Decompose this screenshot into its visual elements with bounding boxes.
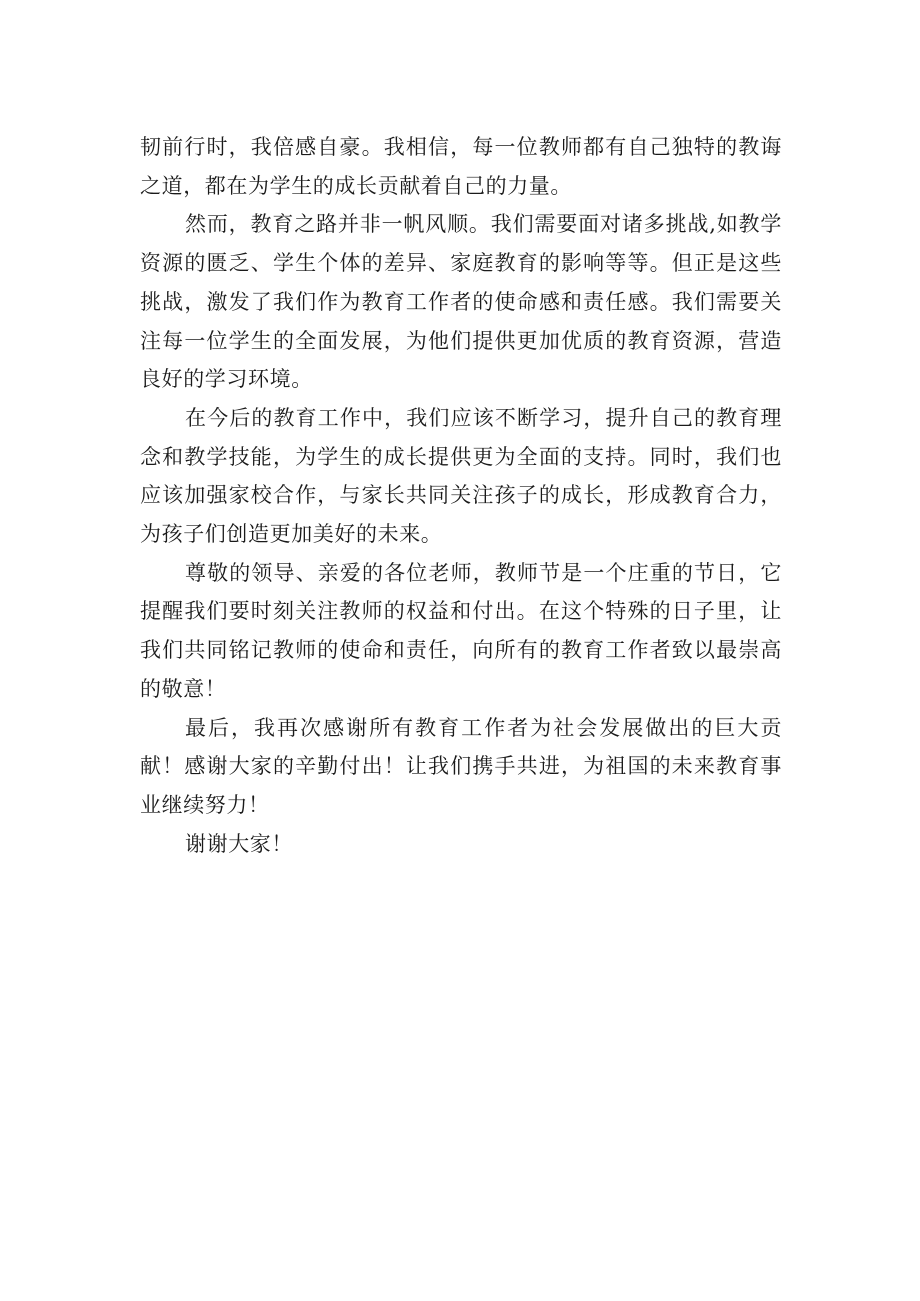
paragraph-thanks: 谢谢大家！ [185, 831, 293, 856]
paragraph-challenges: 然而，教育之路并非一帆风顺。我们需要面对诸多挑战,如教学资源的匮乏、学生个体的差异、家庭教育的影响等等。但正是这些挑战，激发了我们作为教育工作者的使命感和责任感。我们需要关注每一位学生的全面发展，为他们提供更加优质的教育资源，营造良好的学习环境。 [140, 212, 782, 392]
paragraph-teachers-day: 尊敬的领导、亲爱的各位老师，教师节是一个庄重的节日，它提醒我们要时刻关注教师的权益和付出。在这个特殊的日子里，让我们共同铭记教师的使命和责任，向所有的教育工作者致以最崇高的敬意！ [140, 560, 782, 701]
paragraph-closing: 最后，我再次感谢所有教育工作者为社会发展做出的巨大贡献！感谢大家的辛勤付出！让我们携手共进，为祖国的未来教育事业继续努力！ [140, 715, 782, 817]
paragraph-future-work: 在今后的教育工作中，我们应该不断学习，提升自己的教育理念和教学技能，为学生的成长提供更为全面的支持。同时，我们也应该加强家校合作，与家长共同关注孩子的成长，形成教育合力，为孩子们创造更加美好的未来。 [140, 405, 782, 547]
document-body [140, 128, 782, 863]
paragraph-continued: 韧前行时，我倍感自豪。我相信，每一位教师都有自己独特的教诲之道，都在为学生的成长贡献着自己的力量。 [140, 135, 782, 198]
